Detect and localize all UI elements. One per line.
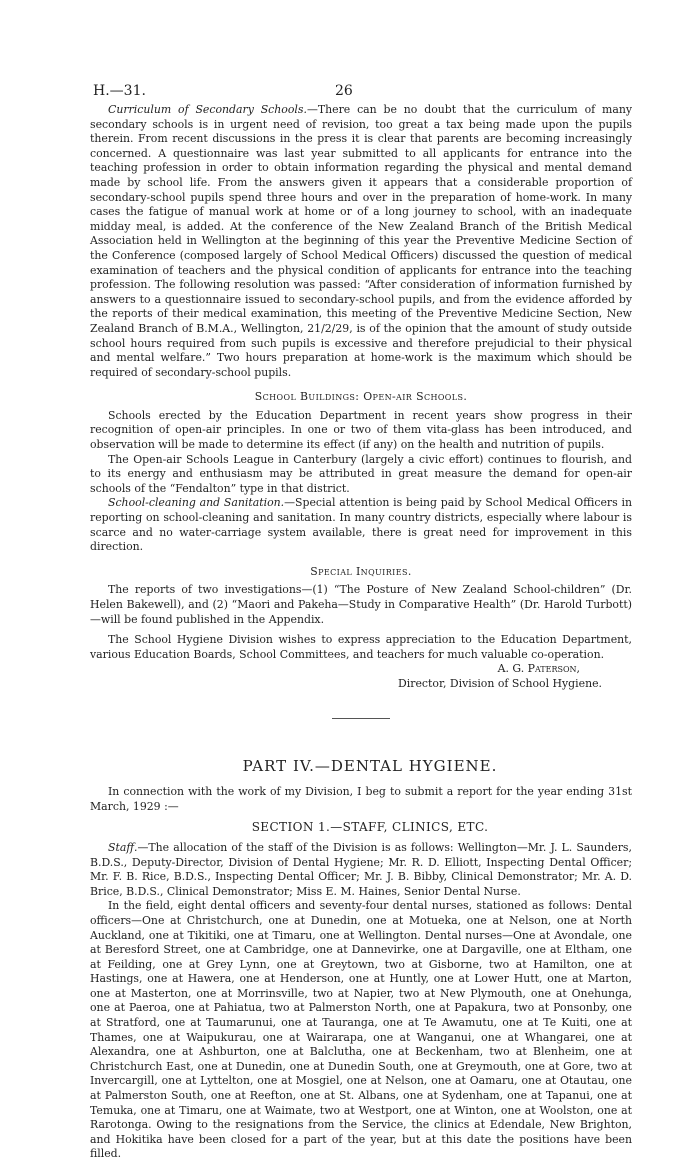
school-buildings-heading: School Buildings: Open-air Schools. [254,390,468,404]
staff-title: Staff. [108,840,138,854]
page-header [93,83,633,103]
page-body [90,103,632,1162]
buildings-paragraph-2: The Open-air Schools League in Canterbury (largely a civic effort) continues to flourish, and to its energy and enthusiasm may be attributed in great measure the demand for open-air schools of the “Fendalton” type in that district. [90,452,632,495]
staff-paragraph [90,841,632,899]
cleaning-paragraph [90,496,632,554]
section-divider [332,718,390,719]
cleaning-text: —Special attention is being paid by School Medical Officers in reporting on school-cleaning and sanitation. In many country districts, especially where labour is scarce and no water-carriage system available, there is great need for improvement in this direction. [90,496,633,554]
cleaning-title: School-cleaning and Sanitation. [108,496,285,510]
special-inquiries-heading: Special Inquiries. [310,564,412,578]
dental-intro-paragraph: In connection with the work of my Division, I beg to submit a report for the year ending 31st March, 1929 :— [90,785,632,813]
buildings-paragraph-1: Schools erected by the Education Department in recent years show progress in their recognition of open-air principles. In one or two of them vita-glass has been introduced, and observation will be made to determine its effect (if any) on the health and nutrition of pupils. [90,408,632,452]
part-title: PART IV.—DENTAL HYGIENE. [242,756,498,775]
curriculum-text: —There can be no doubt that the curriculum of many secondary schools is in urgent need of revision, too great a tax being made upon the pupils therein. From recent discussions in the press it is clear that parents are becoming increasingly concerned. A questionnaire was last year submitted to all applicants for entrance into the teaching profession in order to obtain information regarding the physical and mental demand made by school life. From the answers given it appears that a considerable proportion of secondary-school pupils spend three hours and over in the preparation of home-work. In many cases the fatigue of manual work at home or of a long journey to school, with an inadequate midday meal, is added. At the conference of the New Zealand Branch of the British Medical Association held in Wellington at the beginning of this year the Preventive Medicine Section of the Conference (composed largely of School Medical Officers) discussed the question of medical examination of teachers and the physical condition of applicants for entrance into the teaching profession. The following resolution was passed: “After consideration of information furnished by answers to a questionnaire issued to secondary-school pupils, and from the evidence afforded by the reports of their medical examination, this meeting of the Preventive Medicine Section, New Zealand Branch of B.M.A., Wellington, 21/2/29, is of the opinion that the amount of study outside school hours required from such pupils is excessive and therefore prejudicial to their physical and mental welfare.” Two hours preparation at home-work is the maximum which should be required of secondary-school pupils. [90,103,632,379]
field-staff-paragraph: In the field, eight dental officers and seventy-four dental nurses, stationed as follows: Dental officers—One at Christchurch, one at Dunedin, one at Motueka, one at Nelson, one at North Auckland, one at Tikitiki, one at Timaru, one at Wellington. Dental nurses—One at Avondale, one at Beresford Street, one at Cambridge, one at Dannevirke, one at Dargaville, one at Eltham, one at Feilding, one at Grey Lynn, one at Greytown, two at Gisborne, two at Hamilton, one at Hastings, one at Hawera, one at Henderson, one at Huntly, one at Lower Hutt, one at Marton, one at Masterton, one at Morrinsville, two at Napier, two at New Plymouth, one at Onehunga, one at Paeroa, one at Pahiatua, two at Palmerston North, one at Papakura, two at Ponsonby, one at Stratford, one at Taumarunui, one at Tauranga, one at Te Awamutu, one at Te Kuiti, one at Thames, one at Waipukurau, one at Wairarapa, one at Wanganui, one at Whangarei, one at Alexandra, one at Ashburton, one at Balclutha, one at Beckenham, two at Blenheim, one at Christchurch East, one at Dunedin, one at Dunedin South, one at Greymouth, one at Gore, two at Invercargill, one at Lyttelton, one at Mosgiel, one at Nelson, one at Oamaru, one at Otautau, one at Palmerston South, one at Reefton, one at St. Albans, one at Sydenham, one at Tapanui, one at Temuka, one at Timaru, one at Waimate, two at Westport, one at Winton, one at Woolston, one at Rarotonga. Owing to the resignations from the Service, the clinics at Edendale, New Brighton, and Hokitika have been closed for a part of the year, but at this date the positions have been filled. [90,899,632,1161]
curriculum-title: Curriculum of Secondary Schools. [108,103,307,116]
signature-title: Director, Division of School Hygiene. [398,676,602,690]
signature-name: A. G. Paterson, [497,662,580,676]
appreciation-paragraph: The School Hygiene Division wishes to express appreciation to the Education Department, various Education Boards, School Committees, and teachers for much valuable co-operation. [90,633,632,661]
staff-text: —The allocation of the staff of the Division is as follows: Wellington—Mr. J. L. Saunders, B.D.S., Deputy-Director, Division of Dental Hygiene; Mr. R. D. Elliott, Inspecting Dental Officer; Mr. F. B. Rice, B.D.S., Inspecting Dental Officer; Mr. J. B. Bibby, Clinical Demonstrator; Mr. A. D. Brice, B.D.S., Clinical Demonstrator; Miss E. M. Haines, Senior Dental Nurse. [90,840,632,898]
page-number: 26 [335,83,353,99]
section-title: SECTION 1.—STAFF, CLINICS, ETC. [251,820,489,835]
document-reference: H.—31. [93,83,146,99]
curriculum-paragraph [90,103,632,380]
inquiries-paragraph: The reports of two investigations—(1) “The Posture of New Zealand School-children” (Dr. Helen Bakewell), and (2) “Maori and Pakeha—Study in Comparative Health” (Dr. Harold Turbott) —will be found published in the Appendix. [90,583,632,626]
